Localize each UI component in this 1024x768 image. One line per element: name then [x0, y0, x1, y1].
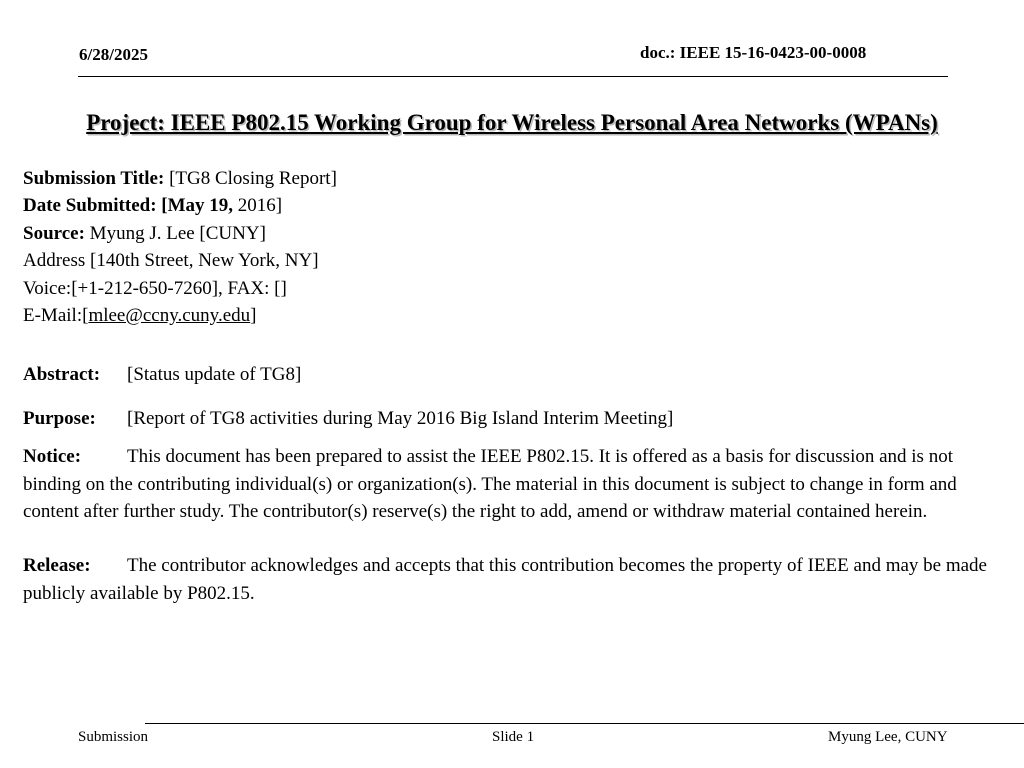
date-submitted-value-rest: 2016]: [237, 195, 283, 216]
email-link[interactable]: mlee@ccny.cuny.edu: [88, 305, 251, 326]
email-suffix: ]: [250, 305, 257, 326]
purpose-label: Purpose:: [23, 408, 96, 429]
email-prefix: E-Mail:[: [23, 305, 89, 326]
header-date: 6/28/2025: [79, 45, 148, 64]
date-submitted-line: [23, 195, 282, 217]
submission-title-label: Submission Title:: [23, 168, 165, 189]
footer-submission: Submission: [78, 729, 149, 745]
voice-fax-line: Voice:[+1-212-650-7260], FAX: []: [23, 278, 287, 299]
page-title: Project: IEEE P802.15 Working Group for Wireless Personal Area Networks (WPANs): [86, 110, 938, 135]
purpose-value: [Report of TG8 activities during May 2016 Big Island Interim Meeting]: [127, 408, 674, 429]
header-doc-id: doc.: IEEE 15-16-0423-00-0008: [640, 43, 867, 62]
email-line: [23, 305, 256, 327]
source-line: [23, 223, 266, 245]
release-text: The contributor acknowledges and accepts that this contribution becomes the property of IEEE and may be made publicly available by P802.15.: [23, 555, 987, 604]
notice-paragraph: [23, 443, 1013, 526]
abstract-label: Abstract:: [23, 364, 101, 385]
abstract-value: [Status update of TG8]: [127, 364, 302, 385]
date-submitted-value-bold: [May 19,: [161, 195, 234, 216]
notice-label: Notice:: [23, 446, 82, 467]
date-submitted-label: Date Submitted:: [23, 195, 157, 216]
footer-slide-number: Slide 1: [492, 729, 535, 745]
release-paragraph: [23, 552, 1013, 607]
submission-title-line: [23, 168, 337, 190]
footer-divider: [145, 723, 1024, 724]
source-value: Myung J. Lee [CUNY]: [89, 223, 266, 244]
release-label: Release:: [23, 555, 91, 576]
source-label: Source:: [23, 223, 85, 244]
footer-author: Myung Lee, CUNY: [828, 729, 948, 745]
notice-text: This document has been prepared to assist the IEEE P802.15. It is offered as a basis for discussion and is not binding on the contributing individual(s) or organization(s). The material in this document is subject to change in form and content after further study. The contributor(s) reserve(s) the right to add, amend or withdraw material contained herein.: [23, 446, 957, 522]
address-line: Address [140th Street, New York, NY]: [23, 250, 319, 271]
header-divider: [78, 76, 948, 77]
submission-title-value: [TG8 Closing Report]: [169, 168, 337, 189]
